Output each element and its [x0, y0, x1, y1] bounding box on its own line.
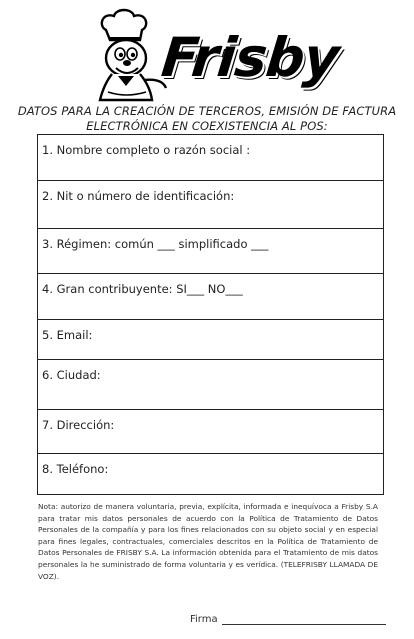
field-full-name[interactable]: 1. Nombre completo o razón social : — [38, 135, 383, 181]
chef-mascot-icon — [92, 8, 172, 106]
field-tax-id[interactable]: 2. Nit o número de identificación: — [38, 181, 383, 229]
heading-line-2: ELECTRÓNICA EN COEXISTENCIA AL POS: — [86, 119, 328, 133]
form-heading — [16, 104, 398, 134]
field-phone[interactable]: 8. Teléfono: — [42, 462, 109, 476]
signature-label: Firma — [190, 614, 218, 625]
field-email[interactable]: 5. Email: — [38, 320, 383, 360]
field-city[interactable]: 6. Ciudad: — [38, 360, 383, 410]
brand-logo — [92, 8, 342, 106]
data-form-table — [37, 134, 384, 495]
field-address[interactable]: 7. Dirección: — [38, 410, 383, 454]
field-regime[interactable]: 3. Régimen: común ___ simplificado ___ — [38, 229, 383, 274]
heading-line-1: DATOS PARA LA CREACIÓN DE TERCEROS, EMISIÓN DE FACTURA — [17, 104, 397, 118]
brand-wordmark: Frisby — [158, 26, 342, 89]
field-large-taxpayer[interactable]: 4. Gran contribuyente: SI___ NO___ — [38, 274, 383, 320]
privacy-note: Nota: autorizo de manera voluntaria, previa, explícita, informada e inequívoca a Frisby S.A para tratar mis datos personales de acuerdo con la Política de Tratamiento de Datos Personales de la compañía y para los fines relacionados con su objeto social y en especial para fines legales, contractuales, comerciales descritos en la Política de Tratamiento de Datos Personales de FRISBY S.A. La información obtenida para el Tratamiento de mis datos personales la he suministrado de forma voluntaria y es verídica. (TELEFRISBY LLAMADA DE VOZ). — [38, 502, 378, 581]
signature-line[interactable] — [222, 624, 386, 625]
